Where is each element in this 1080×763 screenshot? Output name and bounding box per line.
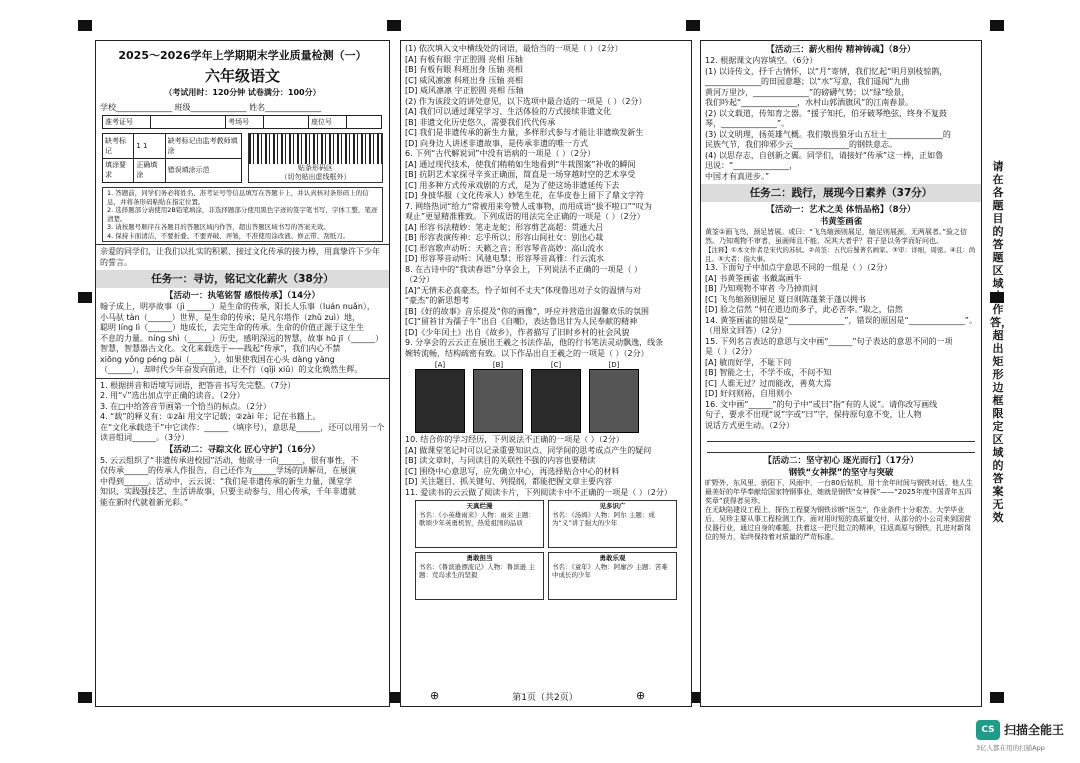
question-5-line: 知识、实践强技艺、生活讲故事，只要主动参与、用心传承，千年非遗就 bbox=[100, 487, 356, 496]
task1-header: 任务一：寻访，铭记文化薪火（38分） bbox=[96, 270, 389, 288]
fill-line[interactable]: 琴，______________”。 bbox=[705, 119, 790, 128]
fill-line[interactable]: 我们吟起“______________，水村山郭酒旗风”的江南春景。 bbox=[705, 98, 914, 107]
question-line[interactable]: 14. 黄筌画雀的错误是“______________”，错误的原因是“______________”。（用原文回答）（2分） bbox=[705, 315, 977, 335]
registration-mark bbox=[686, 20, 700, 31]
classical-passage: 黄筌①画飞鸟，颈足皆展。或曰：“飞鸟缩颈则展足，缩足则展颈，无两展者。”验之信然。乃知观物不审者，虽画师且不能，况其大者乎？君子是以务学而好问也。 bbox=[705, 228, 968, 245]
passage-notes: 【注释】①本文作者是宋代的苏轼。②黄筌：五代后蜀著名画家。③审：详细，周密。④且：尚且。⑤大者：指大事。 bbox=[705, 246, 976, 263]
option-line[interactable]: [D] 威风凛凛 字正腔圆 亮相 压轴 bbox=[405, 86, 524, 95]
activity-title: 【活动一：艺术之美 体悟品格】（8分） bbox=[766, 205, 916, 215]
barcode-area bbox=[248, 133, 383, 183]
question-4: 4. “载”的释义有：①zǎi 用文字记载；②zài 年；记在书籍上。 bbox=[100, 412, 321, 421]
passage-line: （______），却时代少年奋发向前进，让不行（qǐjì xiǔ）的文化焕然生辉。 bbox=[100, 365, 363, 374]
answer-line[interactable] bbox=[707, 441, 975, 442]
option-line[interactable]: [D] 关注题目、抓关键句、列提纲，都能把握文章主要内容 bbox=[405, 477, 612, 486]
camscanner-logo-icon: CS bbox=[976, 720, 1000, 740]
activity1-title: 【活动一：执笔铭誓 感恨传承】（14分） bbox=[164, 291, 321, 301]
question-line: 是（ ）（2分） bbox=[705, 347, 757, 356]
question-line: 16. 文中画“______”的句子中“或曰”指“有的人说”。请你改写画线 bbox=[705, 399, 938, 409]
card-title: 勇敢担当 bbox=[466, 554, 493, 562]
reading-card[interactable] bbox=[415, 552, 544, 600]
question-3: 3. 在□中给答音节画第一个恰当的标点。（2分） bbox=[100, 401, 271, 411]
article-title: 钢铁“女神探”的坚守与突破 bbox=[788, 468, 894, 478]
article-paragraph: 旷野外、东风里、骄阳下，风雨中，一台80后钻机，用十余年时间与钢铁对话，他人生最美好的年华奉献给国家特钢事业，她就是钢铁“女神探”——“2025年度中国青年五四奖章”获得者吴珍。 bbox=[705, 479, 973, 505]
reading-card[interactable] bbox=[415, 500, 544, 548]
fill-line[interactable]: (3) 以文明理，扬英雄气概。我们敬畏狼牙山五壮士______________的 bbox=[705, 129, 951, 139]
option-line[interactable]: [C] 人谁无过？过而能改，善莫大焉 bbox=[705, 378, 832, 388]
question-5-line: 中得到______。活动中，云云说：“我们是非遗传承的新生力量，课堂学 bbox=[100, 476, 353, 486]
calligraphy-options bbox=[401, 359, 691, 435]
info-cell: 正确填涂 bbox=[134, 158, 165, 183]
card-body: 书名：《童年》人物：阿廖沙 主题：苦难中成长的少年 bbox=[552, 562, 668, 579]
exam-meta: （考试用时：120分钟 试卷满分：100分） bbox=[164, 88, 321, 97]
card-body: 书名：《汤姆》人物：阿尔 主题：成为“义”讲了强大的少年 bbox=[552, 510, 655, 527]
option-line[interactable]: [D] 身披华服（文化传承人）妙笔生花，在华皮卷上留下了鼎文字符 bbox=[405, 191, 644, 200]
info-cell: 准考证号 bbox=[103, 116, 151, 129]
option-line[interactable]: [A] 敏而好学，不耻下问 bbox=[705, 357, 792, 367]
option-line[interactable]: [D] 形容琴音动听：风驰电掣；形容琴音高雅：行云流水 bbox=[405, 254, 604, 263]
notice-item: 2. 选择题部分请使用2B铅笔填涂，非选择题部分使用黑色字迹的签字笔书写，字体工整，笔迹清楚。 bbox=[107, 206, 378, 223]
option-line[interactable]: [D] 好问则裕，自用则小 bbox=[705, 389, 792, 398]
option-line[interactable]: [B] 乃知观物不审者 今乃掉而问 bbox=[705, 284, 818, 293]
option-line[interactable]: [C] 围绕中心意思写，应先确立中心，再选择贴合中心的材料 bbox=[405, 466, 620, 476]
option-line[interactable]: [A] 通过现代技术，使我们稍稍如生地看到“牛栽图案”补收的瞬间 bbox=[405, 159, 636, 169]
passage-line: 小马驮 tàn（______）世界，是生命的传承；是凡尔塔作（zhǔ zuì）地， bbox=[100, 312, 361, 322]
notice-item: 4. 保持卡面清洁，不要折叠、不要弄破、弄皱，不准使用涂改液、修正带、刮纸刀。 bbox=[107, 231, 350, 240]
question-line: (2) 作为该段文的讲处意见，以下选项中最合适的一项是（ ）（2分） bbox=[405, 96, 647, 106]
registration-mark bbox=[78, 692, 92, 703]
question-5-line: 仅传承______的传承人作报告，自己还作为______学场的讲解员，在展演 bbox=[100, 466, 356, 475]
brand-name: 扫描全能王 bbox=[1004, 723, 1065, 737]
calligraphy-image[interactable] bbox=[473, 369, 523, 433]
info-cell: 错误填涂示范 bbox=[165, 158, 241, 183]
fill-line[interactable]: (4) 以思存志，自创新之翼。同学们，请接好“传承”这一棒，正如鲁 bbox=[705, 150, 944, 160]
question-1: 1. 根据拼音和语境写词语，把答音书写先完整。（7分） bbox=[100, 380, 296, 390]
option-line[interactable]: [B] 形容表演传神：忘乎所以；形容山间社女：别出心裁 bbox=[405, 233, 604, 242]
option-label[interactable]: [D] bbox=[608, 361, 620, 369]
option-line[interactable]: [A] 做课堂笔记时可以记录重要知识点、同学间的思考成点产生的疑问 bbox=[405, 445, 652, 455]
question-line: 7. 网络热词“给力”常被用来夸赞人或事物，而用成语“拔不啦口”“叹为 bbox=[405, 201, 652, 211]
option-line[interactable]: [C] 我们是非遗传承的新生力量，多样形式参与才能让非遗焕发新生 bbox=[405, 128, 644, 137]
passage-line: 智慧，智慧器古文化。文化来载迭于——践起“传承”，我们内心不禁 bbox=[100, 344, 341, 353]
option-line[interactable]: [B] 有板有眼 科班出身 压轴 亮相 bbox=[405, 65, 523, 74]
exam-subject: 六年级语文 bbox=[204, 67, 280, 85]
answer-line[interactable] bbox=[707, 452, 975, 453]
question-4-answer[interactable]: 在“文化承载迭于”中它读作：______（填序号），意思是______，还可以用另一个读音组词______。（3分） bbox=[100, 422, 385, 442]
barcode-label: 贴条形码区 bbox=[298, 164, 333, 172]
question-line: 12. 根据课文内容填空。（6分） bbox=[705, 56, 818, 65]
barcode-sublabel: （切勿贴出虚线框外） bbox=[280, 173, 351, 181]
option-line[interactable]: [B] 智能之士，不学不成，不问不知 bbox=[705, 368, 832, 377]
info-cell[interactable] bbox=[264, 116, 309, 129]
question-line: 句子，要求不出现“说”字或“曰”字，保持原句意不变，让人物 bbox=[705, 410, 922, 419]
option-line[interactable]: [C] 飞鸟缩颈则展足 夏日则陈蓬莱于蓬以拥书 bbox=[705, 294, 866, 304]
option-line[interactable]: [B] 抗阴艺术家探寻辛亥正确面，简直是一场穿越时空的艺术享受 bbox=[405, 170, 636, 179]
question-line: 11. 爱读书的云云做了阅读卡片，下列阅读卡中不正确的一项是（ ）（2分） bbox=[405, 487, 672, 497]
activity3-title: 【活动三：薪火相传 精神铸魂】（8分） bbox=[766, 45, 916, 55]
fill-line[interactable]: 黄河万里沙，______________”的磅礴气势；以“绿”绘景， bbox=[705, 87, 910, 97]
marking-table bbox=[102, 133, 242, 183]
question-line: 15. 下列名言表达的意思与文中画“______”句子表达的意思不同的一项 bbox=[705, 336, 953, 346]
option-line[interactable]: [C] 威风凛凛 科班出身 压轴 亮相 bbox=[405, 75, 523, 85]
option-line[interactable]: [A] 形容书法精妙：笔走龙蛇；形容剪艺高超：贯通大吕 bbox=[405, 222, 604, 232]
passage-line: 翰子成上，明亭故事（jì ______）是生命的传承，阳长人乐事（luán nuǎn）， bbox=[100, 302, 375, 311]
card-body: 书名：《鲁滨逊漂流记》人物：鲁滨逊 主题：荒岛求生的坚毅 bbox=[419, 562, 535, 579]
activity2-title: 【活动二：寻踪文化 匠心守护】（16分） bbox=[164, 444, 321, 455]
brand-tagline: 3亿人都在用的扫描App bbox=[976, 744, 1045, 752]
notice-item: 3. 请按题号顺序在各题目的答题区域内作答，超出答题区域书写的答案无效。 bbox=[107, 223, 330, 231]
fill-line[interactable]: ______________的田园意趣；以“水”写意，我们遥闻“九曲 bbox=[705, 77, 910, 86]
calligraphy-image[interactable] bbox=[531, 369, 581, 433]
candidate-info-table bbox=[102, 115, 382, 129]
question-5-line: 能在新时代就着新光彩。” bbox=[100, 497, 189, 507]
info-cell: 填涂要求 bbox=[103, 158, 134, 183]
crosshair-icon: ⊕ bbox=[430, 689, 440, 702]
registration-mark bbox=[78, 20, 92, 31]
calligraphy-image[interactable] bbox=[589, 369, 639, 433]
option-line[interactable]: [D]《少年闰土》出自《故乡》，作者描写了旧时乡村的社会风貌 bbox=[405, 327, 630, 337]
article-paragraph: 在无缺陷建设工程上，探伤工程要为钢铁诊断“医生”，作业条件十分艰苦。大学毕业后，吴珍主要从事工程检测工作，面对用时短的高质量交付，从部分的小公司来到国营仪器行业，通过自身的难题，扶着这一把尺挺立的精神，往返高原与钢铁，扎进对新岗位的努力，始终保持着对质量的严苛标准。 bbox=[705, 506, 971, 541]
question-line: 6. 下列“古代解说词”中没有语病的一项是（ ）（2分） bbox=[405, 149, 596, 158]
question-line: 9. 分享会的云云正在展出王羲之书法作品，他的行书笔法灵动飘逸，线条 bbox=[405, 338, 664, 347]
question-2: 2. 用“√”选出加点字正确的读音。（2分） bbox=[100, 391, 245, 400]
question-line: 13. 下面句子中加点字意思不同的一组是（ ）（2分） bbox=[705, 263, 892, 272]
registration-mark bbox=[990, 20, 1004, 31]
answer-column-3 bbox=[700, 40, 982, 707]
fill-line[interactable]: 迅说：“______________， bbox=[705, 161, 798, 170]
intro-text: 亲爱的同学们，让我们以扎实的积累、接过文化传承的接力棒，用真挚许下少年的誓言。 bbox=[100, 247, 380, 267]
info-cell: 缺考标记由监考教师填涂 bbox=[165, 134, 241, 159]
registration-mark bbox=[990, 692, 1004, 703]
option-line[interactable]: [D] 向身边人讲述非遗故事，是传承非遗的唯一方式 bbox=[405, 138, 588, 148]
question-line: 8. 在古诗中的“我读春语”分享会上，下列说法不正确的一项是（ ） bbox=[405, 264, 643, 274]
passage-line: 聪明 líng lì（______）地成长，去完生命的传承。生命的价值正源于这生生 bbox=[100, 323, 365, 332]
reading-card[interactable] bbox=[548, 500, 677, 548]
option-label[interactable]: [C] bbox=[550, 361, 562, 369]
question-line: 婉转流畅，结构疏密有致。以下作品出自王羲之的一项是（ ）（2分） bbox=[405, 348, 649, 358]
option-line[interactable]: [C] 形容歌声动听：天籁之音；形容琴音高妙：高山流水 bbox=[405, 243, 604, 253]
info-cell: 缺考标记 bbox=[103, 134, 134, 159]
option-line[interactable]: [B] 非遗文化历史悠久，需要我们代代传承 bbox=[405, 117, 556, 127]
activity-title: 【活动二：坚守初心 逐光而行】（17分） bbox=[763, 456, 919, 466]
question-line: (1) 依次填入文中横线处的词语，最恰当的一项是（ ）（2分） bbox=[405, 44, 623, 53]
option-line[interactable]: [C] 用多种方式传承戏剧的方式，是为了使这场非遗延传下去 bbox=[405, 180, 620, 190]
answer-column-2 bbox=[400, 40, 692, 707]
registration-mark bbox=[78, 292, 92, 303]
info-cell: 座位号 bbox=[309, 116, 347, 129]
absent-mark[interactable]: 1 1 bbox=[134, 134, 165, 159]
question-5-line: 5. 云云组织了“非遗传承进校园”活动，他欲寻一向______，很有事性，不 bbox=[100, 455, 359, 465]
passage-line: xiōng yǒng péng pài（______），如果使我国在心头 dàng yàng bbox=[100, 354, 335, 364]
option-line[interactable]: “豪杰”的新思想考 bbox=[405, 296, 470, 305]
option-line[interactable]: [B]《好的故事》音乐提及“你的画像”，呼应并营造出温馨欢乐的氛围 bbox=[405, 306, 650, 316]
exam-title: 2025～2026学年上学期期末学业质量检测（一） bbox=[118, 49, 367, 62]
reading-card[interactable] bbox=[548, 552, 677, 600]
card-title: 见多识广 bbox=[599, 502, 626, 510]
passage-title: 书黄筌画雀 bbox=[819, 217, 863, 227]
student-info-row[interactable]: 学校______________ 班级______________ 姓名______________ bbox=[100, 102, 322, 112]
card-body: 书名：《小英雄雨来》人物：雨来 主题：歌颂少年英勇机智，热爱祖国的品质 bbox=[419, 510, 535, 527]
question-line: （2分） bbox=[405, 275, 435, 284]
question-line: 说话方式更生动。（2分） bbox=[705, 420, 795, 430]
option-line[interactable]: [B] 读文章时，与同读目的关联性不强的内容也要精读 bbox=[405, 456, 596, 465]
passage-line: 不息的力量。níng shì（______）历史，感明深远的智慧，故事 hū jī（______） bbox=[100, 333, 384, 343]
calligraphy-image[interactable] bbox=[415, 369, 465, 433]
option-label[interactable]: [B] bbox=[492, 361, 504, 369]
question-line: 10. 结合你的学习经历，下列说法不正确的一项是（ ）（2分） bbox=[405, 435, 624, 444]
side-notice: 请在各题目的答题区域内作答，超出矩形边框限定区域的答案无效 bbox=[990, 160, 1012, 524]
registration-mark bbox=[387, 20, 401, 31]
question-line: 观止”更显精准雅致。下列成语的用法完全正确的一项是（ ）（2分） bbox=[405, 212, 645, 221]
option-line[interactable]: [D] 验之信然 “何在道边而多子，此必苦李。”取之，信然 bbox=[705, 305, 903, 314]
crosshair-icon: ⊕ bbox=[636, 689, 646, 702]
option-line[interactable]: [A] 有板有眼 字正腔圆 亮相 压轴 bbox=[405, 54, 523, 64]
card-title: 勇敢乐观 bbox=[599, 554, 626, 562]
option-line[interactable]: [C]“留苔甘为孺子牛”出自《自嘲》，表达鲁迅甘为人民奉献的精神 bbox=[405, 317, 638, 326]
reading-cards bbox=[401, 498, 691, 602]
option-label[interactable]: [A] bbox=[434, 361, 446, 369]
option-line[interactable]: [A]“无情未必真豪杰，怜子如何不丈夫”体现鲁迅对子女的温情与对 bbox=[405, 285, 642, 295]
page-footer: 第1页（共2页） bbox=[512, 693, 578, 703]
card-title: 天真烂漫 bbox=[466, 502, 493, 510]
fill-line[interactable]: 民族气节，我们抑邪少云______________的钢铁意志。 bbox=[705, 140, 897, 149]
answer-column-1 bbox=[95, 40, 390, 707]
option-line[interactable]: [A] 我们可以通过课堂学习、生活体验的方式接续非遗文化 bbox=[405, 107, 612, 116]
fill-line[interactable]: (1) 以诗传文，抒千古情怀，以“月”寄情，我们忆起“明月别枝惊鹊， bbox=[705, 66, 948, 76]
info-cell[interactable] bbox=[347, 116, 382, 129]
fill-line[interactable]: (2) 以文载道，传知育之器。“援子知托，伯牙破琴绝弦，终身不复鼓 bbox=[705, 108, 948, 118]
info-cell: 考场号 bbox=[226, 116, 264, 129]
fill-line[interactable]: 中国才有真进步。” bbox=[705, 171, 770, 181]
option-line[interactable]: [A] 书黄筌画雀 书戴嵩画牛 bbox=[705, 273, 802, 283]
task2-header: 任务二：践行，展现今日素养（37分） bbox=[701, 184, 981, 202]
info-cell[interactable] bbox=[151, 116, 226, 129]
notice-item: 1. 答题前，同学们务必将姓名、准考证号等信息填写在答题卡上，并认真核对条形码上的信息，并将条形码粘贴在指定位置。 bbox=[107, 189, 369, 206]
